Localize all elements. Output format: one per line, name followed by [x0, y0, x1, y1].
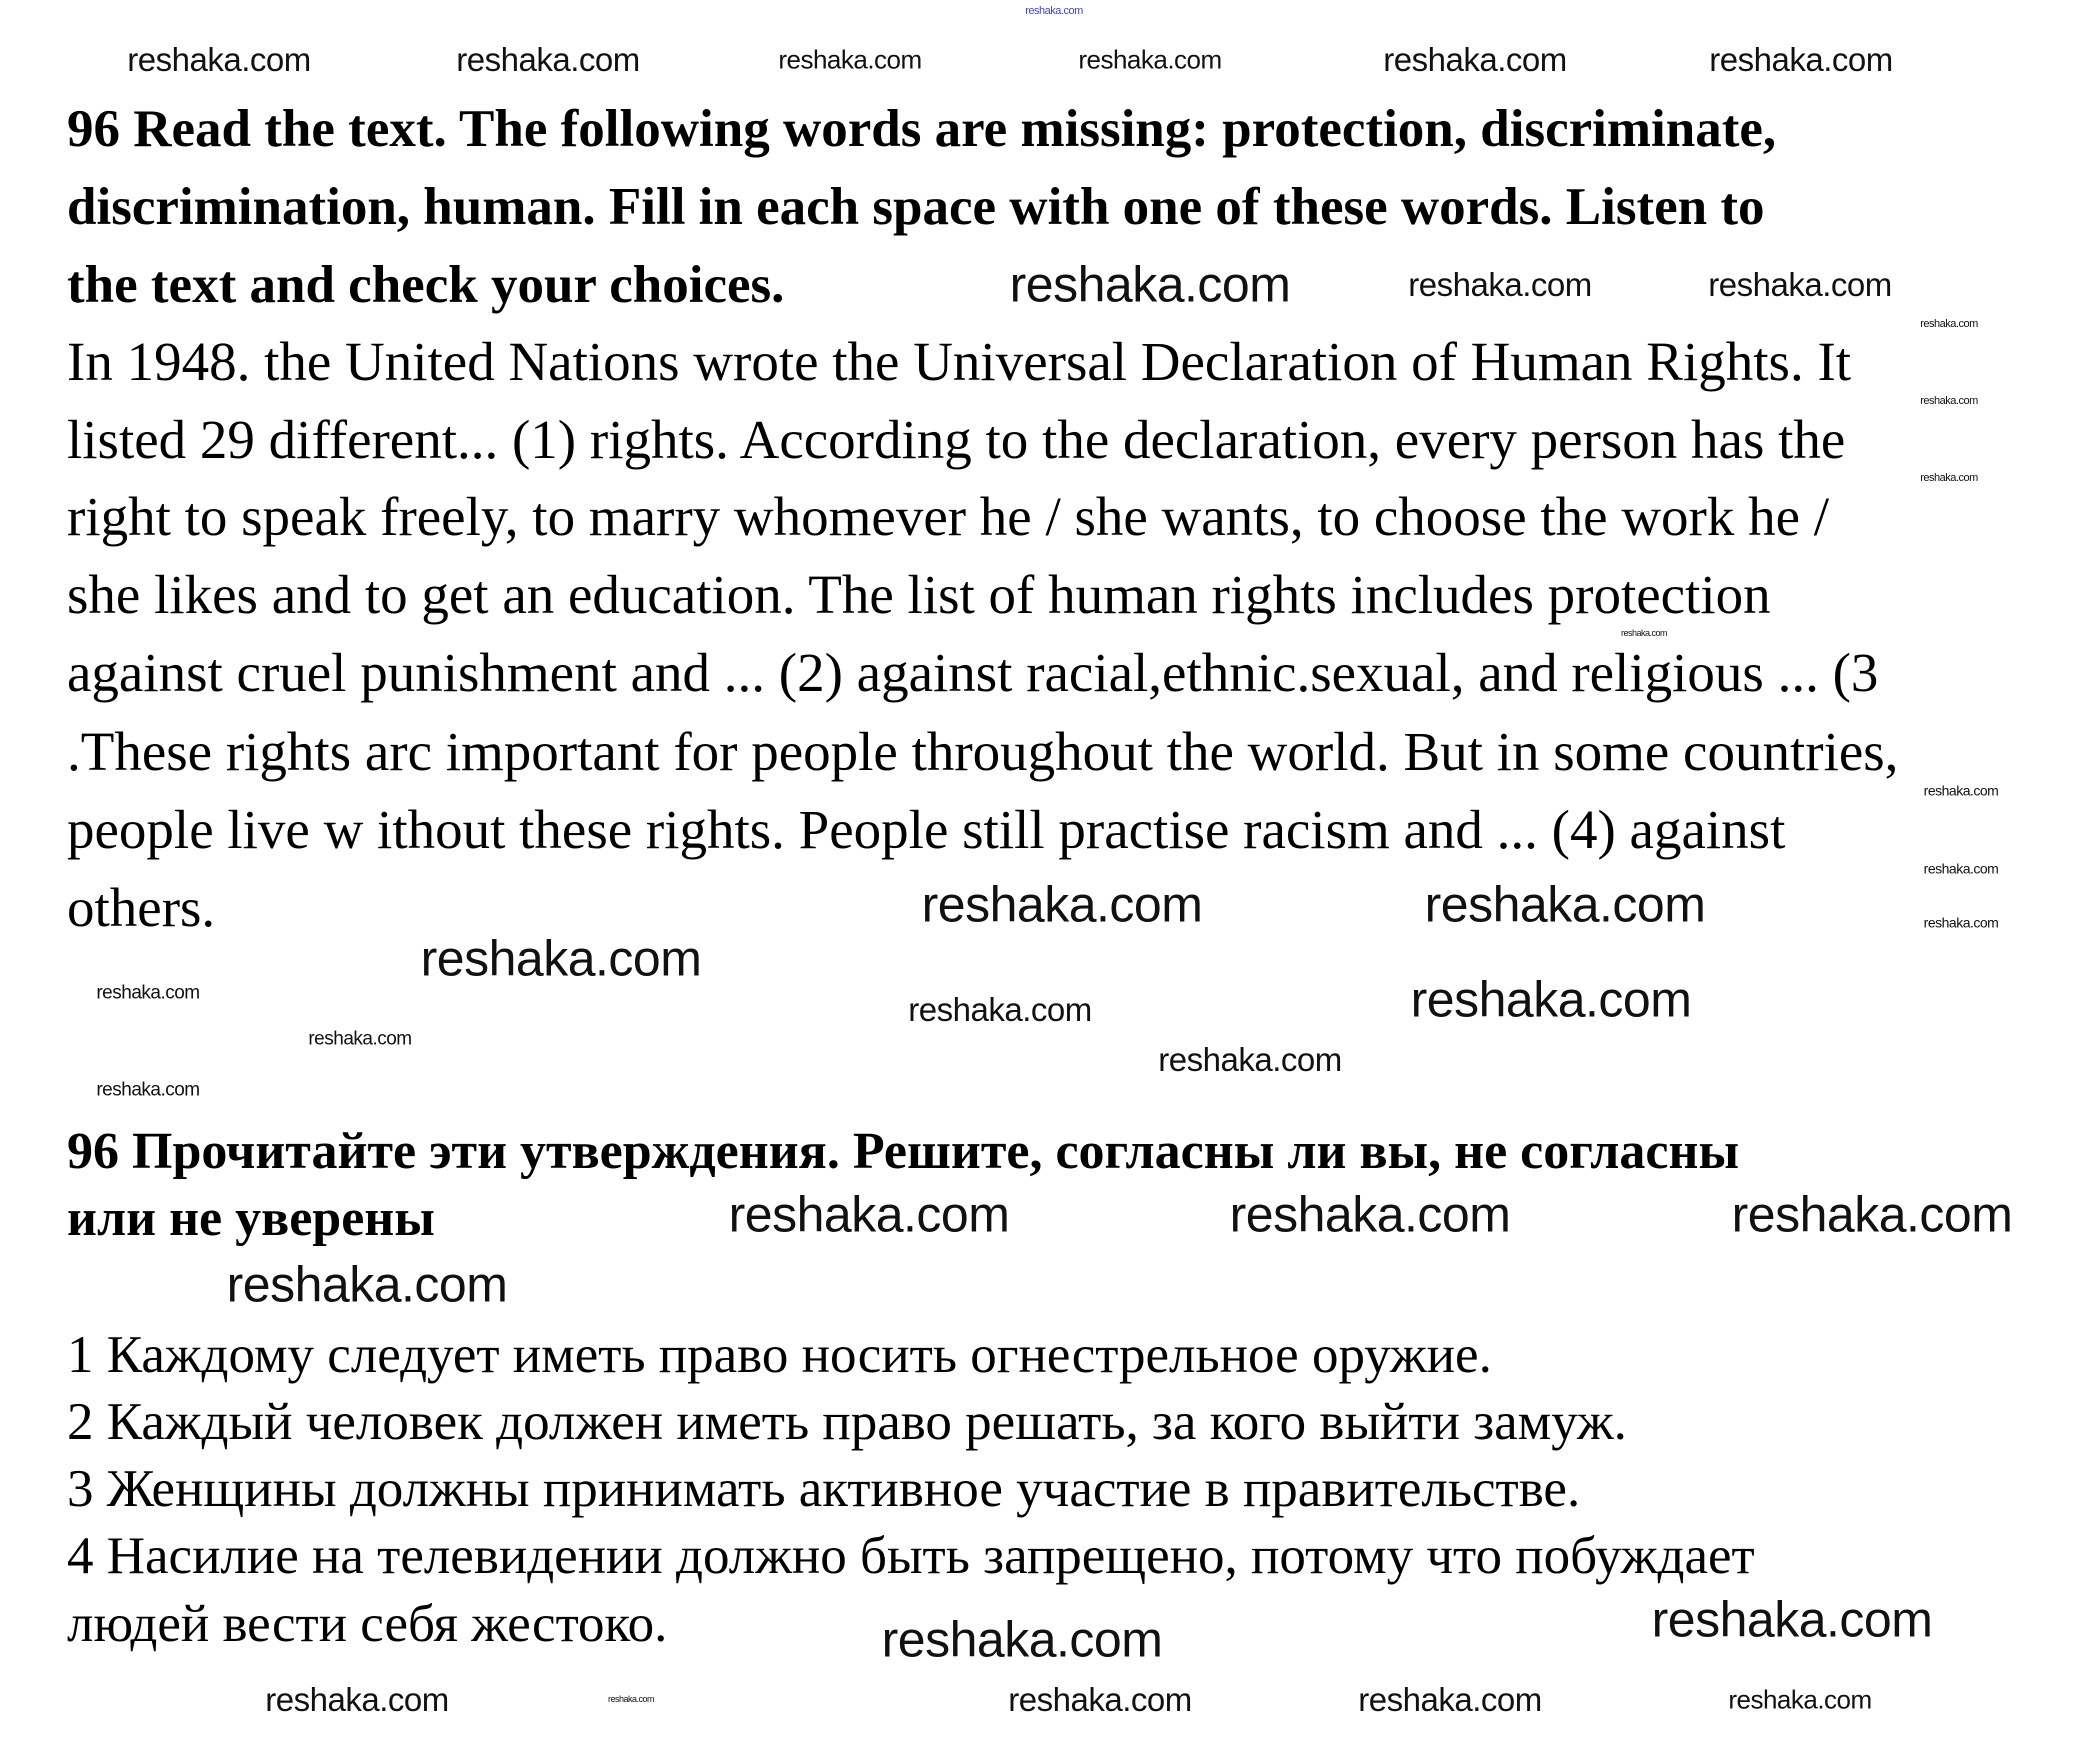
watermark: reshaka.com [265, 1680, 449, 1718]
watermark: reshaka.com [1920, 471, 1978, 484]
watermark: reshaka.com [1920, 394, 1978, 407]
watermark: reshaka.com [921, 876, 1203, 933]
exercise-heading-line: 96 Прочитайте эти утверждения. Решите, согласны ли вы, не согласны [67, 1123, 1740, 1180]
watermark: reshaka.com [1410, 971, 1692, 1028]
text-line: .These rights arc important for people throughout the world. But in some countries, [67, 721, 1899, 782]
watermark: reshaka.com [1383, 40, 1567, 78]
exercise-heading-line: 96 Read the text. The following words are missing: protection, discriminate, [67, 100, 1777, 158]
statement-item: людей вести себя жестоко. [67, 1595, 668, 1653]
watermark: reshaka.com [778, 44, 922, 75]
exercise-heading-line: или не уверены [67, 1190, 435, 1247]
watermark: reshaka.com [1078, 44, 1222, 75]
watermark: reshaka.com [1923, 860, 1999, 877]
watermark: reshaka.com [881, 1611, 1163, 1668]
text-line: others. [67, 877, 216, 938]
watermark: reshaka.com [127, 40, 311, 78]
watermark: reshaka.com [308, 1028, 412, 1050]
exercise-heading-line: discrimination, human. Fill in each space with one of these words. Listen to [67, 178, 1765, 236]
text-line: she likes and to get an education. The list of human rights includes protection [67, 564, 1771, 625]
watermark: reshaka.com [908, 990, 1092, 1028]
watermark: reshaka.com [1709, 40, 1893, 78]
text-line: against cruel punishment and ... (2) against racial,ethnic.sexual, and religious ... (3 [67, 642, 1879, 703]
text-line: listed 29 different... (1) rights. According to the declaration, every person has the [67, 409, 1846, 470]
watermark: reshaka.com [420, 930, 702, 987]
watermark: reshaka.com [1008, 1680, 1192, 1718]
watermark: reshaka.com [607, 1694, 655, 1705]
watermark: reshaka.com [728, 1186, 1010, 1243]
watermark: reshaka.com [1728, 1684, 1872, 1715]
watermark: reshaka.com [1025, 4, 1083, 17]
watermark: reshaka.com [1158, 1040, 1342, 1078]
watermark: reshaka.com [1620, 628, 1668, 639]
statement-item: 3 Женщины должны принимать активное участие в правительстве. [67, 1460, 1581, 1518]
watermark: reshaka.com [1708, 265, 1892, 303]
watermark: reshaka.com [1358, 1680, 1542, 1718]
statement-item: 1 Каждому следует иметь право носить огнестрельное оружие. [67, 1326, 1492, 1384]
text-line: right to speak freely, to marry whomever he / she wants, to choose the work he / [67, 486, 1830, 547]
watermark: reshaka.com [226, 1256, 508, 1313]
exercise-heading-line: the text and check your choices. [67, 256, 785, 314]
text-line: In 1948. the United Nations wrote the Universal Declaration of Human Rights. It [67, 331, 1852, 392]
statement-item: 2 Каждый человек должен иметь право решать, за кого выйти замуж. [67, 1393, 1627, 1451]
watermark: reshaka.com [1923, 782, 1999, 799]
watermark: reshaka.com [1229, 1186, 1511, 1243]
watermark: reshaka.com [1408, 265, 1592, 303]
watermark: reshaka.com [456, 40, 640, 78]
watermark: reshaka.com [96, 982, 200, 1004]
watermark: reshaka.com [1651, 1591, 1933, 1648]
watermark: reshaka.com [1731, 1186, 2013, 1243]
watermark: reshaka.com [1009, 256, 1291, 313]
text-line: people live w ithout these rights. People still practise racism and ... (4) against [67, 799, 1786, 860]
watermark: reshaka.com [1923, 914, 1999, 931]
watermark: reshaka.com [1424, 876, 1706, 933]
statement-item: 4 Насилие на телевидении должно быть запрещено, потому что побуждает [67, 1527, 1755, 1585]
watermark: reshaka.com [1920, 317, 1978, 330]
watermark: reshaka.com [96, 1079, 200, 1101]
